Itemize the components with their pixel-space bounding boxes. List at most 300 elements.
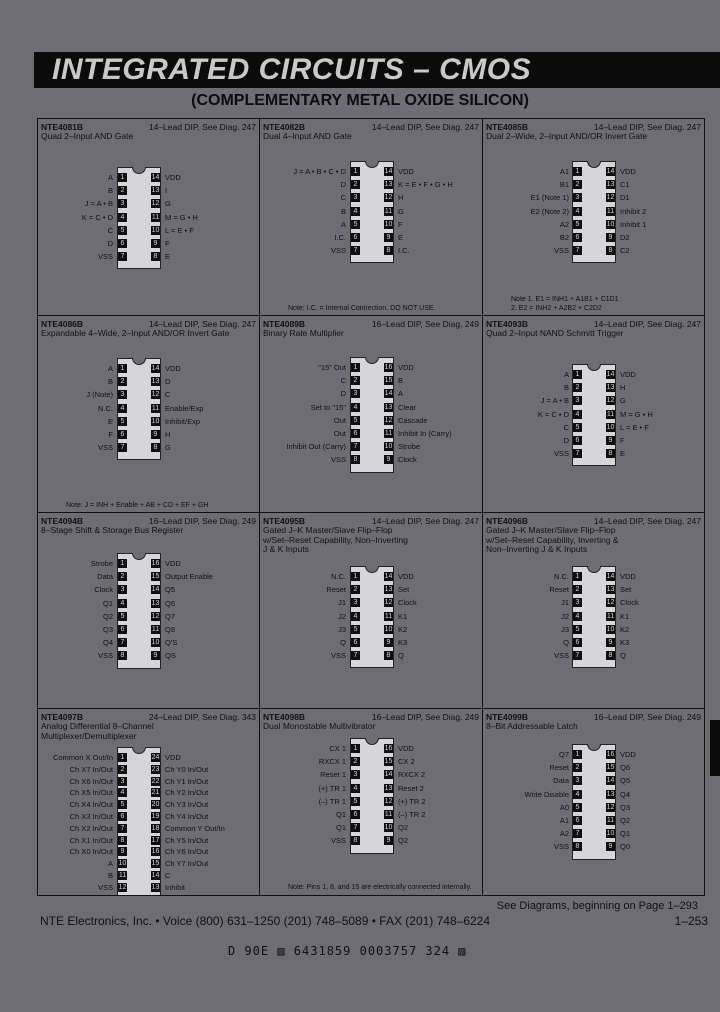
pin-number: 13 [384,784,393,792]
pin-label-left: RXCX 1 [318,757,346,767]
pin-label-right: Clock [620,598,639,608]
pin-label-right: C [165,390,171,400]
pin-label-right: Ch Y5 In/Out [165,835,209,845]
pin-label-left: Common X Out/In [52,753,113,762]
pin-label-left: J1 [338,598,346,608]
package-info: 16–Lead DIP, See Diag. 249 [148,516,256,526]
pin-number: 2 [573,180,582,189]
pin-label-right: QS [165,651,176,661]
pin-label-left: Out [333,415,346,425]
pin-number: 4 [118,213,127,222]
pin-label-left: J2 [561,611,569,621]
pin-label-right: H [620,383,626,393]
pin-number: 8 [151,252,160,261]
pin-label-left: VSS [97,252,113,262]
pin-number: 11 [606,410,615,418]
pin-number: 14 [151,365,160,372]
pin-number: 10 [606,220,615,228]
pin-label-right: Clock [398,455,417,465]
pin-label-left: Q4 [102,638,113,648]
pin-label-left: B [563,383,569,393]
pin-number: 6 [118,625,127,634]
pin-number: 9 [606,842,615,851]
pin-number: 13 [151,599,160,607]
pin-number: 8 [351,455,360,464]
pin-label-left: D [107,239,113,248]
pin-number: 3 [351,389,360,398]
pin-number: 8 [151,443,160,452]
package-info: 16–Lead DIP, See Diag. 249 [371,712,479,722]
pin-label-left: B [340,206,346,216]
title-banner [34,52,720,88]
pin-label-left: VSS [330,651,346,661]
pin-label-left: Ch X7 In/Out [69,764,113,774]
ic-cell-nte4081b [38,119,260,316]
part-description: Dual Monostable Multivibrator [263,721,376,731]
pin-label-left: J2 [338,611,346,621]
ic-cell-nte4094b [38,513,260,709]
part-description: J & K Inputs [263,544,309,555]
pin-number: 4 [573,207,582,216]
pin-label-right: H [398,193,404,203]
ic-cell-nte4082b [260,119,483,316]
pin-number: 7 [351,651,360,660]
pin-number: 1 [118,753,127,762]
pin-number: 8 [118,836,127,845]
pin-number: 13 [606,586,615,594]
pin-label-left: Q7 [558,750,569,759]
pin-label-left: Q3 [102,625,113,634]
pin-label-right: VDD [398,363,414,372]
pin-number: 4 [573,410,582,419]
pin-label-left: K = C • D [537,409,569,419]
pin-number: 10 [606,423,615,431]
pin-label-right: Q0 [620,842,631,852]
pin-label-right: Q1 [620,829,631,839]
pin-label-left: Ch X3 In/Out [69,812,113,821]
pin-number: 4 [118,788,127,797]
pin-number: 20 [151,801,160,809]
pin-number: 5 [351,625,360,634]
pin-number: 14 [384,771,393,779]
pin-label-left: Reset [326,585,346,595]
pin-label-left: J = A • B • C • D [293,167,346,176]
cell-header [263,319,479,339]
pin-number: 11 [384,207,393,215]
pin-number: 13 [151,883,160,891]
pin-label-right: Ch Y0 In/Out [165,764,209,774]
pin-number: 5 [573,625,582,634]
pin-number: 7 [573,449,582,458]
pin-number: 13 [606,790,615,798]
ic-cell-nte4099b [483,709,704,895]
pin-number: 14 [606,777,615,785]
pin1-notch [132,553,146,560]
pin-label-right: M = G • H [620,409,653,419]
pin-label-left: Ch X6 In/Out [69,776,113,786]
part-number: NTE4093B [486,319,529,329]
pin-label-left: VSS [97,443,113,453]
pin-label-right: K1 [620,611,630,621]
pin-label-left: VSS [553,842,569,852]
pin1-notch [365,357,379,364]
package-info: 14–Lead DIP, See Diag. 247 [148,122,256,132]
pin-label-right: Q2 [620,816,631,825]
pin-number: 1 [351,572,360,581]
pin-label-right: VDD [620,167,636,176]
pin-number: 9 [151,239,160,248]
pin1-notch [365,566,379,573]
part-description: Gated J–K Master/Slave Flip–Flop [486,525,616,535]
pin-number: 10 [606,625,615,633]
pin-label-right: Q3 [620,802,631,812]
pin-number: 15 [384,758,393,766]
pin-number: 4 [573,790,582,799]
pin-number: 13 [606,181,615,189]
pin-label-left: J = A • B [540,396,569,406]
part-description: Dual 2–Wide, 2–Input AND/OR Invert Gate [486,131,648,141]
pin-number: 7 [351,246,360,255]
pin-label-left: A [563,370,569,379]
pin-label-left: E1 (Note 1) [530,193,569,203]
pin-number: 17 [151,836,160,844]
pin-number: 2 [573,383,582,392]
section-tab [710,720,720,776]
pin-number: 3 [118,777,127,786]
pin-label-right: C1 [620,180,630,190]
part-number: NTE4085B [486,122,529,132]
pin-label-left: C [340,376,346,386]
pin-label-right: Clear [398,402,416,412]
part-number: NTE4095B [263,516,306,526]
pin-number: 8 [606,449,615,458]
cell-header [263,122,479,142]
pin-label-left: A [107,859,113,869]
pin-number: 12 [384,797,393,805]
pin-label-left: D [340,180,346,190]
pin-label-right: Inhibit 1 [620,219,647,229]
pin-label-right: I [165,186,168,196]
pin-label-left: Ch X1 In/Out [69,835,113,845]
pin-label-right: Set [620,585,632,595]
pin-label-right: VDD [165,364,181,373]
pin-label-right: VDD [165,559,181,568]
pin-label-right: Ch Y4 In/Out [165,812,209,821]
pin-number: 6 [351,429,360,438]
pin-label-right: G [165,199,171,209]
pin-number: 4 [351,612,360,621]
pin-number: 7 [118,443,127,452]
pin-label-left: Clock [94,585,113,595]
pin-number: 12 [384,599,393,607]
pin-label-right: Q'S [165,638,178,648]
pin-label-right: Inhibit 2 [620,206,647,216]
pin-label-left: Ch X2 In/Out [69,823,113,833]
pin-label-left: B [107,377,113,387]
pin-number: 7 [118,638,127,647]
pin-number: 10 [384,824,393,832]
pin-number: 8 [606,246,615,255]
pin-label-right: E [398,233,404,242]
part-description: Binary Rate Multiplier [263,328,344,338]
pin-label-left: B [107,186,113,196]
pin-number: 6 [118,239,127,248]
part-number: NTE4099B [486,712,529,722]
cell-header [486,712,701,732]
pin-label-left: VSS [97,882,113,892]
pin-number: 16 [151,560,160,567]
pin-label-right: CX 2 [398,757,415,767]
pin-label-left: F [108,430,113,439]
pin-number: 1 [573,167,582,176]
pin-label-right: Ch Y7 In/Out [165,859,209,869]
pin-number: 6 [118,812,127,821]
cell-header [41,122,256,142]
part-number: NTE4094B [41,516,84,526]
pin-label-right: Q8 [165,625,176,634]
ic-cell-nte4098b [260,709,483,895]
pin-number: 9 [118,847,127,856]
pin-label-left: J (Note) [86,390,113,400]
pin-label-right: VDD [620,370,636,379]
pin-label-left: B [107,871,113,880]
pin-number: 10 [118,860,127,868]
pin-number: 9 [151,651,160,660]
pin-label-right: Inhibit In (Carry) [398,429,452,438]
pin-number: 11 [118,872,127,879]
pin-label-right: RXCX 2 [398,770,426,780]
pin-number: 2 [351,180,360,189]
pin-label-left: (+) TR 1 [318,783,346,793]
pin-label-right: Q [620,651,626,661]
pin-number: 3 [118,585,127,594]
page-title: INTEGRATED CIRCUITS – CMOS [52,53,532,86]
pin-label-left: K = C • D [81,212,113,222]
pin-label-left: Set to "15" [310,402,346,412]
pin-label-right: F [165,239,170,248]
pin-label-right: G [165,443,171,453]
pin-number: 3 [573,776,582,785]
pin-number: 10 [151,417,160,425]
pin-number: 12 [151,612,160,620]
pin-label-left: A0 [559,802,569,812]
pin-label-right: Q [398,651,404,661]
pin-number: 24 [151,754,160,761]
pin-label-left: (–) TR 1 [318,796,346,806]
part-description: Dual 4–Input AND Gate [263,131,352,141]
pin-label-left: B1 [559,180,569,190]
pin-number: 13 [151,187,160,195]
pin-number: 7 [351,823,360,832]
pin-label-right: VDD [398,572,414,581]
pin-label-left: N.C. [554,572,569,581]
pin1-notch [132,167,146,174]
cell-note: Note: J = INH + Enable + AB + CD + EF + GH [66,502,209,509]
part-number: NTE4082B [263,122,306,132]
pin-label-right: F [620,436,625,445]
pin-label-right: K = E • F • G • H [398,180,453,190]
pin-number: 2 [573,763,582,772]
pin-label-right: Q5 [165,585,176,595]
package-info: 16–Lead DIP, See Diag. 249 [371,319,479,329]
part-description: Gated J–K Master/Slave Flip–Flop [263,525,393,535]
pin-label-left: CX 1 [329,744,346,753]
pin-label-right: C2 [620,246,630,256]
cell-header [486,516,701,555]
pin-label-left: Reset [549,763,569,773]
pin-number: 13 [384,181,393,189]
pin-label-right: Q2 [398,836,409,846]
pin-label-right: M = G • H [165,212,198,222]
pin-label-left: A [340,219,346,229]
package-info: 14–Lead DIP, See Diag. 247 [593,122,701,132]
pin-label-right: Q2 [398,823,409,833]
part-number: NTE4089B [263,319,306,329]
pin-number: 10 [384,625,393,633]
pin-label-left: J3 [561,624,569,634]
pin-number: 10 [384,443,393,451]
part-description: 8–Bit Addressable Latch [486,721,578,731]
pin-number: 11 [384,811,393,818]
pin-label-right: VDD [165,173,181,182]
pin-label-right: K3 [398,638,408,647]
pin-number: 8 [573,842,582,851]
pin-number: 14 [606,573,615,580]
pin-label-left: D [563,436,569,445]
pin-number: 2 [351,585,360,594]
pin-label-right: L = E • F [620,422,649,432]
pin-number: 9 [384,455,393,464]
pin-number: 9 [151,430,160,439]
pin-label-right: Strobe [398,442,421,452]
pin-number: 2 [118,765,127,774]
page-subtitle: (COMPLEMENTARY METAL OXIDE SILICON) [191,92,529,109]
cell-note: 2. E2 = INH2 + A2B2 + C2D2 [511,305,602,312]
pin-label-left: Ch X5 In/Out [69,788,113,798]
pin-label-left: A1 [559,816,569,825]
pin-number: 12 [606,599,615,607]
pin-label-right: VDD [165,753,181,762]
pin-number: 3 [351,193,360,202]
pin-number: 8 [384,246,393,255]
pin-number: 21 [151,789,160,797]
pin-number: 10 [606,830,615,838]
pin-label-right: Q6 [620,763,631,773]
pin-number: 6 [351,810,360,819]
pin-number: 6 [573,436,582,445]
pin-number: 7 [573,246,582,255]
pin-label-right: D [165,377,171,387]
pin-number: 12 [151,200,160,208]
pin-number: 3 [118,390,127,399]
pin-number: 11 [606,817,615,824]
pin-label-right: E [620,449,626,459]
pin-number: 2 [351,757,360,766]
pin-number: 9 [606,638,615,647]
pin-number: 4 [351,784,360,793]
pin-number: 7 [118,824,127,833]
pin-number: 5 [573,803,582,812]
pin-number: 3 [351,598,360,607]
pin-label-right: D1 [620,193,630,203]
ic-cell-nte4097b [38,709,260,895]
pin-number: 12 [384,194,393,202]
pin-label-right: B [398,376,404,386]
pin-number: 8 [384,651,393,660]
ic-cell-nte4086b [38,316,260,513]
pin-number: 7 [118,252,127,261]
pin-label-right: VDD [398,744,414,753]
package-info: 14–Lead DIP, See Diag. 247 [593,319,701,329]
pin-label-right: K2 [620,624,630,634]
pin-number: 1 [351,744,360,753]
pin-label-right: (–) TR 2 [398,810,426,819]
pin-label-left: VSS [330,455,346,465]
pin1-notch [587,566,601,573]
pin-number: 13 [384,403,393,411]
pin-label-right: Output Enable [165,572,213,582]
pin-label-right: VDD [620,572,636,581]
pin-label-right: K1 [398,611,408,621]
pin-number: 3 [351,770,360,779]
part-description: w/Set–Reset Capability, Non–Inverting [263,534,408,545]
pin-number: 8 [118,651,127,660]
pin-label-right: Ch Y1 In/Out [165,776,209,786]
pin-label-left: B2 [559,233,569,242]
pin-number: 9 [606,436,615,445]
pin-label-left: Q2 [102,611,113,621]
pin-number: 11 [384,612,393,620]
pin-number: 7 [351,442,360,451]
pin-label-right: Enable/Exp [165,403,204,413]
pin-label-left: VSS [553,246,569,256]
pin-number: 2 [118,186,127,195]
pin-number: 6 [573,816,582,825]
pin-label-left: VSS [330,836,346,846]
pin-label-left: E [107,416,113,426]
pin-number: 5 [118,417,127,426]
pin-number: 19 [151,813,160,820]
pin-label-left: "15" Out [318,363,346,372]
pin-label-left: D [340,389,346,399]
cell-header [263,516,479,555]
pin-number: 4 [573,612,582,621]
ic-cell-nte4096b [483,513,704,709]
pin-label-left: VSS [553,651,569,661]
cell-header [41,319,256,339]
pin-number: 1 [573,370,582,379]
pin-number: 2 [351,376,360,385]
package-info: 14–Lead DIP, See Diag. 247 [371,122,479,132]
pin-label-right: Common Y Out/In [165,823,225,833]
pin-label-right: F [398,219,403,229]
pin-number: 5 [573,220,582,229]
pin-number: 12 [606,194,615,202]
package-info: 14–Lead DIP, See Diag. 247 [371,516,479,526]
pin-number: 12 [118,883,127,891]
part-description: Expandable 4–Wide, 2–Input AND/OR Invert Gate [41,328,230,338]
pin-number: 6 [351,233,360,242]
pin-number: 16 [384,364,393,371]
pin-number: 6 [118,430,127,439]
pin-label-left: VSS [97,651,113,661]
pin-number: 2 [573,585,582,594]
part-description: Analog Differential 8–Channel [41,721,154,731]
pin-number: 1 [573,572,582,581]
pin-number: 5 [573,423,582,432]
pin-number: 4 [351,403,360,412]
pin-number: 8 [351,836,360,845]
